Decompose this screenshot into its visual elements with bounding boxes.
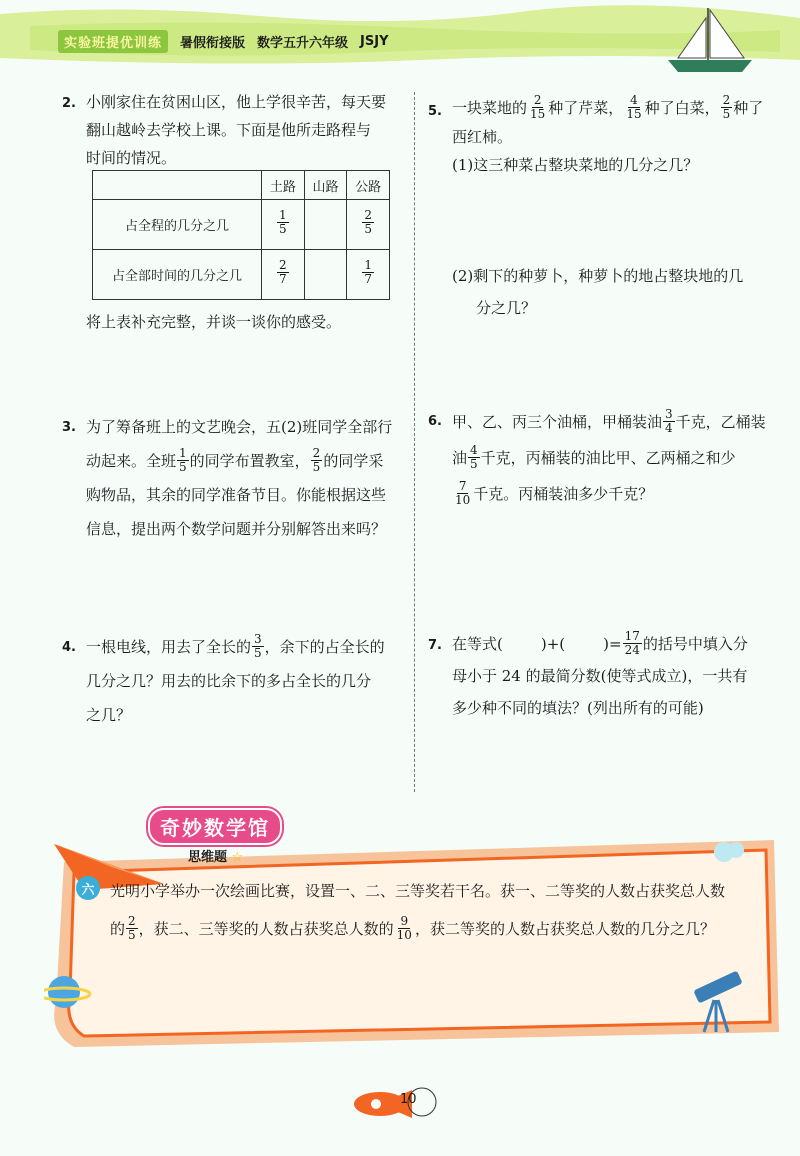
q3-number: 3. [62,420,76,435]
column-divider [414,92,415,792]
q5-text: 一块菜地的 $\frac{2}{15}$ 种了芹菜， $\frac{4}{15}$ 种了白菜， $\frac{2}{5}$ 种了 西红柿。 (1)这三种菜占整块菜地的几分之几？ [452,92,764,174]
table-cell-blank[interactable] [304,250,347,300]
problem-badge: 六 [76,876,100,900]
q7-text: 在等式( )+( )= $\frac{17}{24}$ 的括号中填入分 母小于 24 的最简分数(使等式成立)，一共有 多少种不同的填法？(列出所有的可能) [452,628,748,717]
q7-number: 7. [428,638,442,653]
q6-text: 甲、乙、丙三个油桶，甲桶装油 $\frac{3}{4}$ 千克，乙桶装 油 $\frac{4}{5}$ 千克，丙桶装的油比甲、乙两桶之和少 $\frac{7}{10}$ 千克。丙桶装油多少千克？ [452,406,766,507]
q3-text: 为了筹备班上的文艺晚会，五(2)班同学全部行 动起来。全班 $\frac{1}{5}$ 的同学布置教室， $\frac{2}{5}$ 的同学采 购物品，其余的同学准备节目。你能根据这些 信息，提出两个数学问题并分别解答出来吗？ [86,418,393,538]
header [58,30,389,52]
table-header: 公路 [347,171,390,200]
q2-footer: 将上表补充完整，并谈一谈你的感受。 [86,313,342,331]
page-number: 10 [400,1092,417,1107]
road-time-table [92,170,390,300]
table-cell: $\frac{2}{7}$ [262,250,305,300]
series-tag: 实验班提优训练 [58,30,168,53]
q4-number: 4. [62,640,76,655]
subject-label: 数学五升六年级 [257,35,349,51]
table-cell: $\frac{2}{5}$ [347,200,390,250]
star-icon: ☆ [231,850,244,865]
q2-text: 小刚家住在贫困山区，他上学很辛苦，每天要 翻山越岭去学校上课。下面是他所走路程与 时间的情况。 [86,93,387,167]
row-label: 占全部时间的几分之几 [93,250,262,300]
q5-sub2: (2)剩下的种萝卜，种萝卜的地占整块地的几 分之几？ [452,267,744,317]
table-cell-blank[interactable] [304,200,347,250]
table-cell: $\frac{1}{5}$ [262,200,305,250]
edition-label: 暑假衔接版 [180,35,246,51]
q4-text: 一根电线，用去了全长的 $\frac{3}{5}$ ，余下的占全长的 几分之几？用去的比余下的多占全长的几分 之几？ [86,631,385,724]
row-label: 占全程的几分之几 [93,200,262,250]
banner-title: 奇妙数学馆 [148,808,282,845]
q2-number: 2. [62,96,76,111]
code-label: JSJY [360,33,389,49]
table-header: 山路 [304,171,347,200]
table-cell: $\frac{1}{7}$ [347,250,390,300]
table-corner [93,171,262,200]
q6-number: 6. [428,414,442,429]
table-header: 土路 [262,171,305,200]
q5-number: 5. [428,104,442,119]
banner-subtitle: 思维题 ☆ [188,850,244,865]
banner-problem-text: 光明小学举办一次绘画比赛，设置一、二、三等奖若干名。获一、二等奖的人数占获奖总人数 的 $\frac{2}{5}$ ，获二、三等奖的人数占获奖总人数的 $\frac{9}{10}$ ，获二等奖的人数占获奖总人数的几分之几？ [110,882,726,942]
